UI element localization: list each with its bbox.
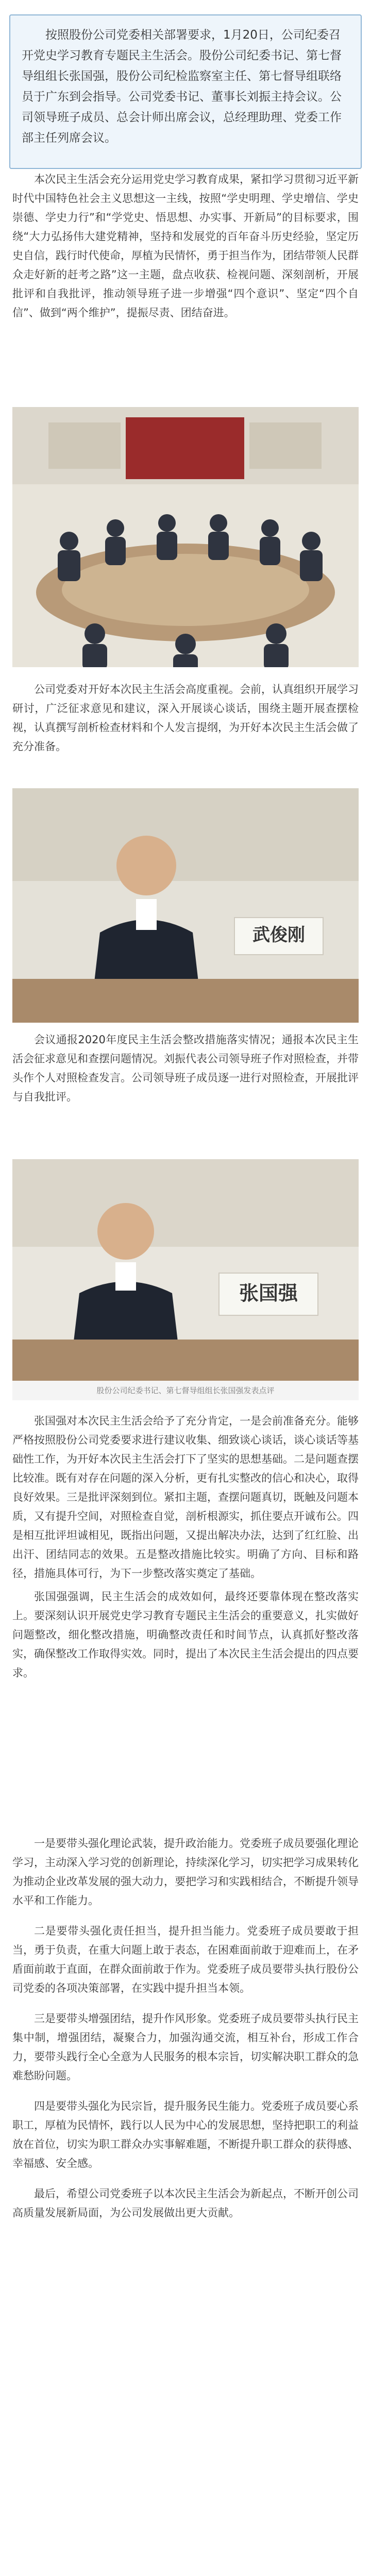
section-2 <box>0 680 371 778</box>
paragraph: 四是要带头强化为民宗旨，提升服务民生能力。党委班子成员要心系职工，厚植为民情怀，践行以人民为中心的发展思想，坚持把职工的利益放在首位，切实为职工群众办实事解难题，不断提升职工群众的获得感、幸福感、安全感。 <box>12 2100 359 2170</box>
meeting-room-photo <box>12 407 359 667</box>
paragraph: 三是要带头增强团结，提升作风形象。党委班子成员要带头执行民主集中制，增强团结，凝聚合力，加强沟通交流，相互补台，形成工作合力，要带头践行全心全意为人民服务的根本宗旨，切实解决职工群众的急难愁盼问题。 <box>12 2012 359 2082</box>
photo-caption: 股份公司纪委书记、第七督导组组长张国强发表点评 <box>12 1381 359 1400</box>
section-1 <box>0 170 371 402</box>
paragraph: 公司党委对开好本次民主生活会高度重视。会前，认真组织开展学习研讨，广泛征求意见和建议，深入开展谈心谈话，围绕主题开展查摆检视，认真撰写剖析检查材料和个人发言提纲，为开好本次民主生活会做了充分准备。 <box>12 683 359 753</box>
nameplate: 张国强 <box>218 1273 318 1316</box>
meeting-room-illustration <box>12 407 359 667</box>
paragraph: 二是要带头强化责任担当，提升担当能力。党委班子成员要敢于担当，勇于负责，在重大问题上敢于表态，在困难面前敢于迎难而上，在矛盾面前敢于直面，在群众面前敢于作为。党委班子成员要带头执行股份公司党委的各项决策部署，在实践中提升担当本领。 <box>12 1925 359 1994</box>
inspector-photo <box>12 1159 359 1381</box>
paragraph: 会议通报2020年度民主生活会整改措施落实情况；通报本次民主生活会征求意见和查摆问题情况。刘振代表公司领导班子作对照检查，并带头作个人对照检查发言。公司领导班子成员逐一进行对照检查，开展批评与自我批评。 <box>12 1033 359 1103</box>
paragraph: 张国强强调，民主生活会的成效如何，最终还要靠体现在整改落实上。要深刻认识开展党史学习教育专题民主生活会的重要意义，扎实做好问题整改，细化整改措施，明确整改责任和时间节点，认真抓好整改落实，确保整改工作取得实效。同时，提出了本次民主生活会提出的四点要求。 <box>12 1590 359 1679</box>
paragraph: 张国强对本次民主生活会给予了充分肯定，一是会前准备充分。能够严格按照股份公司党委要求进行建议收集、细致谈心谈话，谈心谈话等基础性工作，为开好本次民主生活会打下了坚实的思想基础。二是问题查摆比较准。既有对存在问题的深入分析，更有扎实整改的信心和决心，取得良好效果。三是批评深刻到位。紧扣主题，查摆问题真切，既触及问题本质，又有提升空间，对照检查自觉，剖析根源实，抓住要点开诚布公。四是相互批评坦诚相见，既指出问题，又提出解决办法，达到了红红脸、出出汗、团结同志的效果。五是整改措施比较实。明确了方向、目标和路径，措施具体可行，为下一步整改落实奠定了基础。 <box>12 1415 359 1580</box>
speaker-illustration <box>12 788 359 1023</box>
notice-box <box>9 14 362 169</box>
paragraph: 一是要带头强化理论武装，提升政治能力。党委班子成员要强化理论学习，主动深入学习党的创新理论，持续深化学习，切实把学习成果转化为推动企业改革发展的强大动力，要把学习和实践相结合，不断提升领导水平和工作能力。 <box>12 1837 359 1907</box>
section-5 <box>0 1834 371 2561</box>
section-4 <box>0 1412 371 1814</box>
notice-text: 按照股份公司党委相关部署要求，1月20日，公司纪委召开党史学习教育专题民主生活会。股份公司纪委书记、第七督导组组长张国强，股份公司纪检监察室主任、第七督导组联络员于广东到会指导。公司党委书记、董事长刘振主持会议。公司领导班子成员、总会计师出席会议，总经理助理、党委工作部主任列席会议。 <box>22 28 342 145</box>
paragraph: 本次民主生活会充分运用党史学习教育成果，紧扣学习贯彻习近平新时代中国特色社会主义思想这一主线，按照“学史明理、学史增信、学史崇德、学史力行”和“学党史、悟思想、办实事、开新局”的目标要求，围绕“大力弘扬伟大建党精神，坚持和发展党的百年奋斗历史经验，坚定历史自信，践行时代使命，厚植为民情怀，勇于担当作为，团结带领人民群众走好新的赶考之路”这一主题，盘点收获、检视问题、深刻剖析，开展批评和自我批评，推动领导班子进一步增强“四个意识”、坚定“四个自信”、做到“两个维护”，提振尽责、团结奋进。 <box>12 173 359 319</box>
paragraph: 最后，希望公司党委班子以本次民主生活会为新起点，不断开创公司高质量发展新局面，为公司发展做出更大贡献。 <box>12 2188 359 2219</box>
inspector-illustration <box>12 1159 359 1381</box>
nameplate: 武俊刚 <box>234 917 324 955</box>
speaker-photo <box>12 788 359 1023</box>
section-3 <box>0 1030 371 1151</box>
